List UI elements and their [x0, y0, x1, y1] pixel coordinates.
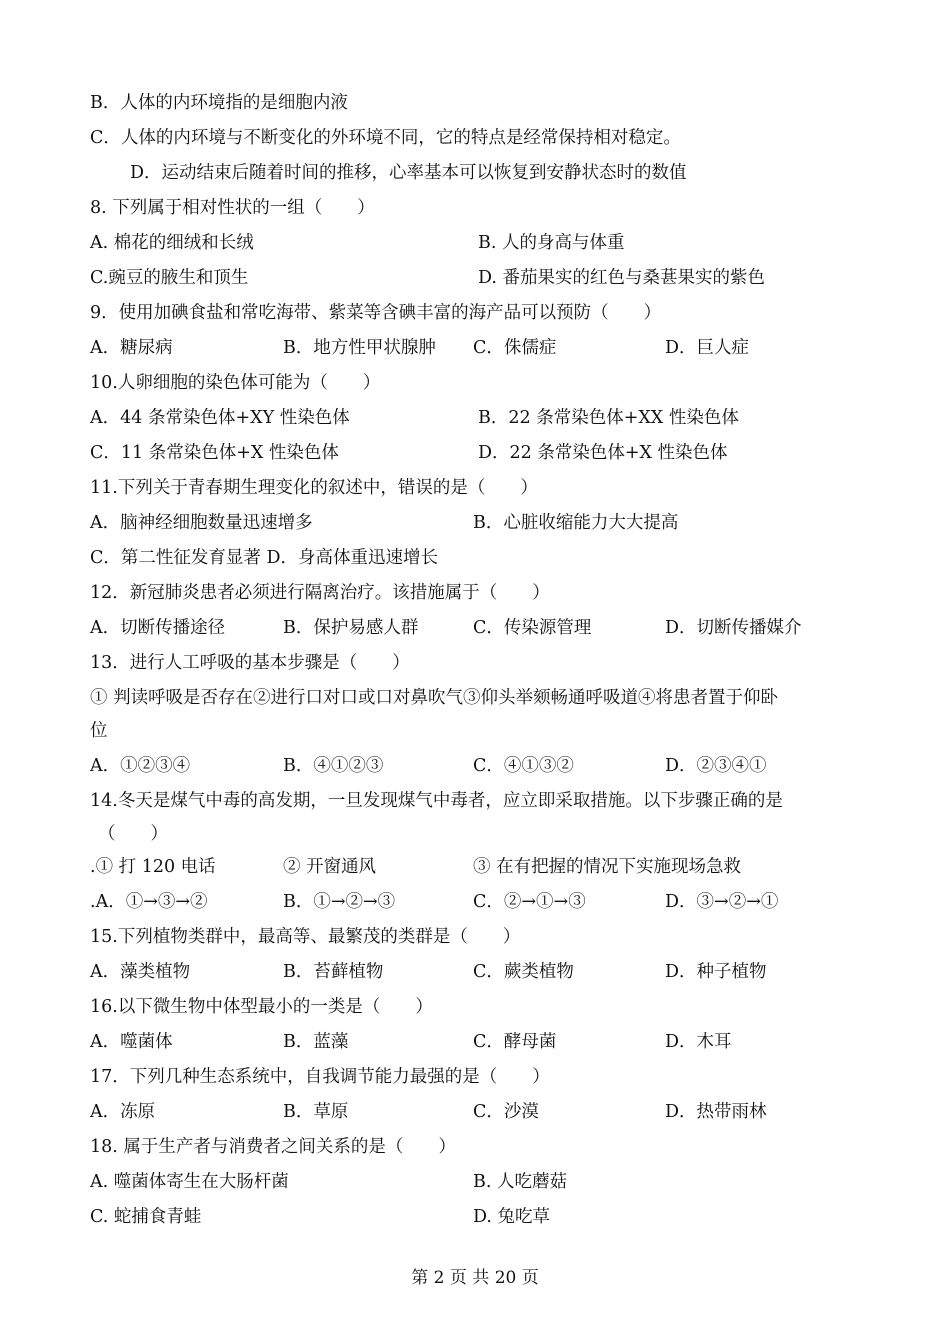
answer-option: B. 人的身高与体重 — [478, 233, 625, 253]
answer-option: D．③→②→① — [665, 892, 779, 912]
answer-option: B. 人吃蘑菇 — [473, 1172, 567, 1192]
answer-option: D．种子植物 — [665, 962, 767, 982]
line-text: 9．使用加碘食盐和常吃海带、紫菜等含碘丰富的海产品可以预防（ ） — [90, 303, 662, 323]
answer-option: C．酵母菌 — [473, 1032, 557, 1052]
line-text: ① 判读呼吸是否存在②进行口对口或口对鼻吹气③仰头举颏畅通呼吸道④将患者置于仰卧 — [90, 688, 779, 708]
page-footer: 第 2 页 共 20 页 — [411, 1268, 539, 1288]
line-text: 11.下列关于青春期生理变化的叙述中，错误的是（ ） — [90, 478, 538, 498]
answer-option: A．44 条常染色体+XY 性染色体 — [90, 408, 350, 428]
answer-option: A. 棉花的细绒和长绒 — [90, 233, 254, 253]
answer-option: D．22 条常染色体+X 性染色体 — [478, 443, 728, 463]
answer-option: D．巨人症 — [665, 338, 750, 358]
answer-option: D．热带雨林 — [665, 1102, 767, 1122]
line-text: 14.冬天是煤气中毒的高发期，一旦发现煤气中毒者，应立即采取措施。以下步骤正确的是 — [90, 791, 783, 811]
answer-option: ② 开窗通风 — [283, 857, 377, 877]
answer-option: B．22 条常染色体+XX 性染色体 — [478, 408, 739, 428]
line-text: C．人体的内环境与不断变化的外环境不同，它的特点是经常保持相对稳定。 — [90, 128, 681, 148]
answer-option: .A．①→③→② — [90, 892, 208, 912]
line-text: 12．新冠肺炎患者必须进行隔离治疗。该措施属于（ ） — [90, 583, 550, 603]
answer-option: C．侏儒症 — [473, 338, 557, 358]
answer-option: C．④①③② — [473, 756, 574, 776]
answer-option: C．传染源管理 — [473, 618, 592, 638]
answer-option: C. 蛇捕食青蛙 — [90, 1207, 202, 1227]
answer-option: D. 番茄果实的红色与桑葚果实的紫色 — [478, 268, 766, 288]
line-text: 18. 属于生产者与消费者之间关系的是（ ） — [90, 1137, 456, 1157]
answer-option: D. 兔吃草 — [473, 1207, 551, 1227]
answer-option: ③ 在有把握的情况下实施现场急救 — [473, 857, 742, 877]
line-text: C．第二性征发育显著 D．身高体重迅速增长 — [90, 548, 438, 568]
answer-option: D．②③④① — [665, 756, 767, 776]
line-text: 17．下列几种生态系统中，自我调节能力最强的是（ ） — [90, 1067, 550, 1087]
answer-option: A．冻原 — [90, 1102, 156, 1122]
answer-option: C．11 条常染色体+X 性染色体 — [90, 443, 339, 463]
line-text: 15.下列植物类群中，最高等、最繁茂的类群是（ ） — [90, 927, 521, 947]
answer-option: A．①②③④ — [90, 756, 191, 776]
answer-option: B．④①②③ — [283, 756, 384, 776]
answer-option: B．①→②→③ — [283, 892, 396, 912]
line-text: （ ） — [98, 824, 168, 844]
answer-option: C．②→①→③ — [473, 892, 586, 912]
answer-option: D．切断传播媒介 — [665, 618, 802, 638]
answer-option: D．木耳 — [665, 1032, 732, 1052]
answer-option: C.豌豆的腋生和顶生 — [90, 268, 249, 288]
line-text: 位 — [90, 721, 108, 741]
answer-option: A．噬菌体 — [90, 1032, 173, 1052]
answer-option: B．草原 — [283, 1102, 349, 1122]
line-text: B．人体的内环境指的是细胞内液 — [90, 93, 348, 113]
answer-option: B．保护易感人群 — [283, 618, 419, 638]
line-text: 10.人卵细胞的染色体可能为（ ） — [90, 373, 381, 393]
answer-option: A．切断传播途径 — [90, 618, 226, 638]
answer-option: C．沙漠 — [473, 1102, 539, 1122]
answer-option: A. 噬菌体寄生在大肠杆菌 — [90, 1172, 289, 1192]
answer-option: A．脑神经细胞数量迅速增多 — [90, 513, 313, 533]
line-text: 13．进行人工呼吸的基本步骤是（ ） — [90, 653, 410, 673]
answer-option: A．糖尿病 — [90, 338, 173, 358]
answer-option: B．心脏收缩能力大大提高 — [473, 513, 679, 533]
line-text: 16.以下微生物中体型最小的一类是（ ） — [90, 997, 433, 1017]
answer-option: A．藻类植物 — [90, 962, 191, 982]
line-text: D．运动结束后随着时间的推移，心率基本可以恢复到安静状态时的数值 — [130, 163, 687, 183]
answer-option: C．蕨类植物 — [473, 962, 574, 982]
line-text: 8. 下列属于相对性状的一组（ ） — [90, 198, 375, 218]
answer-option: B．地方性甲状腺肿 — [283, 338, 436, 358]
answer-option: .① 打 120 电话 — [90, 857, 216, 877]
answer-option: B．蓝藻 — [283, 1032, 349, 1052]
answer-option: B．苔藓植物 — [283, 962, 384, 982]
